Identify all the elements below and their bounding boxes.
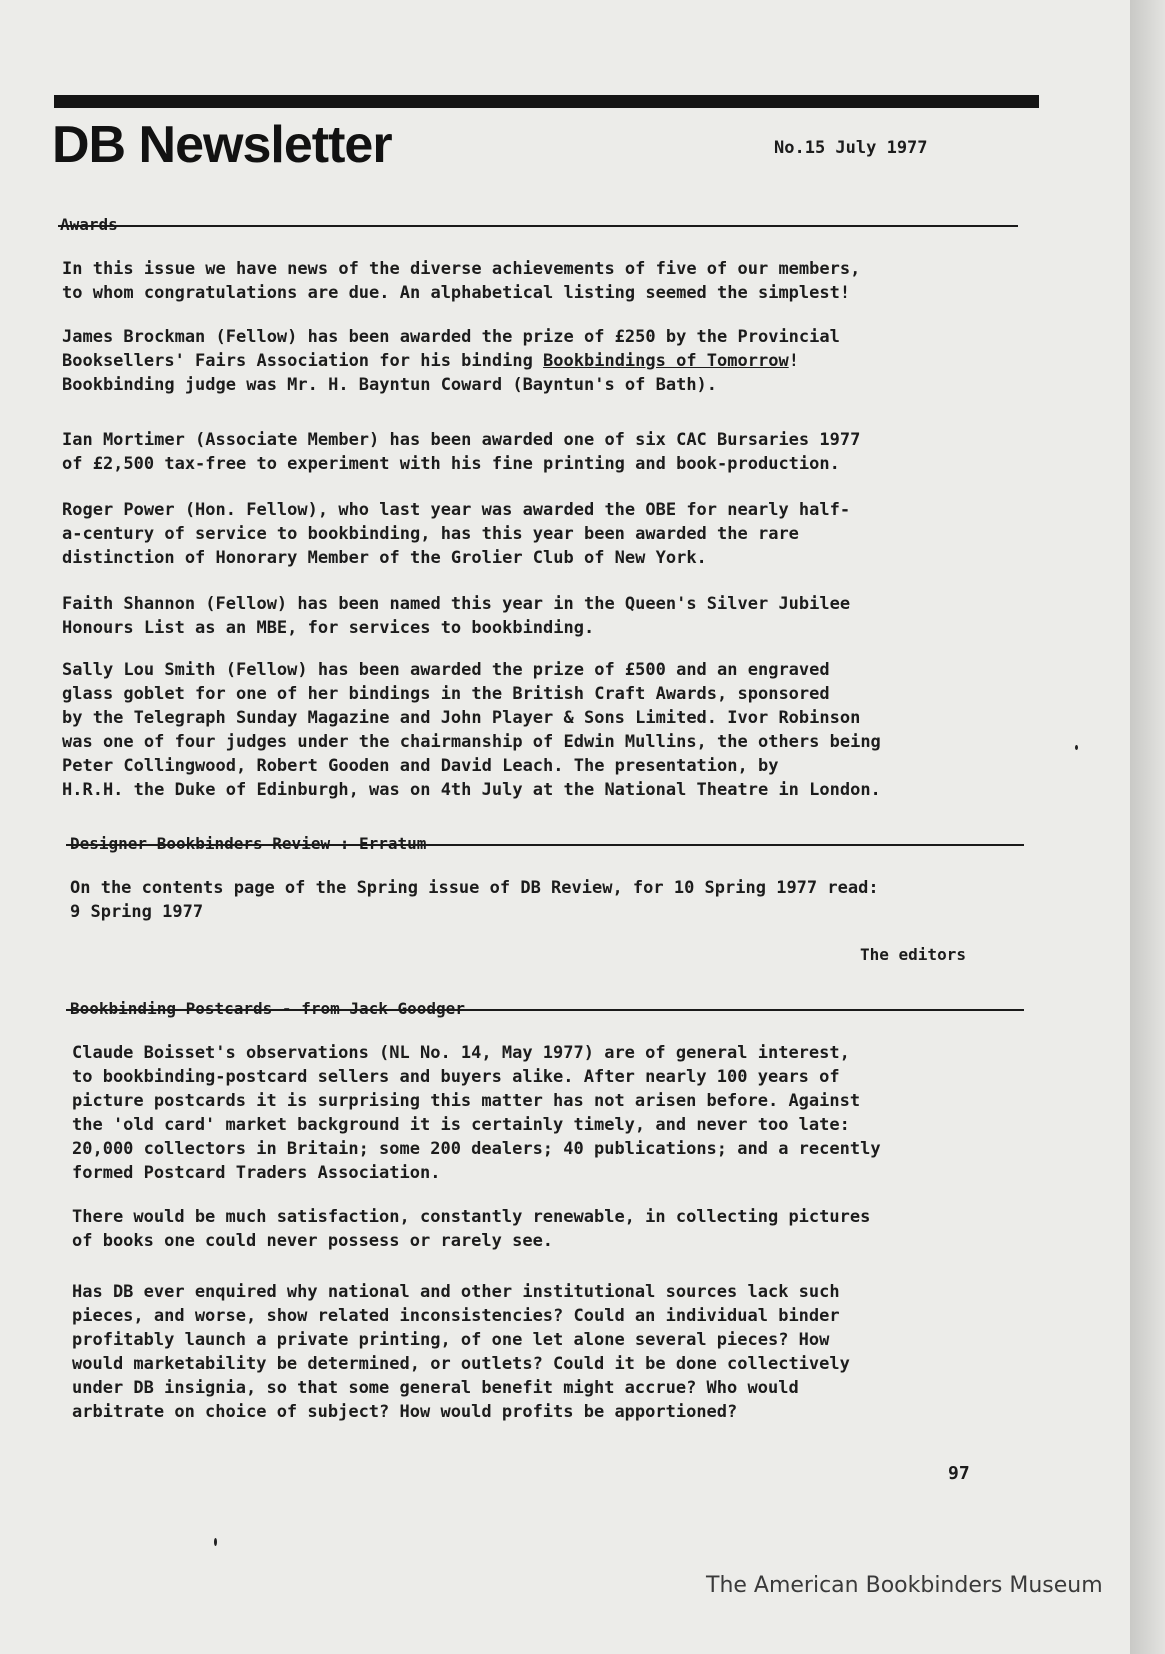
- awards-intro: In this issue we have news of the diverse achievements of five of our members, to whom congratulations are due. An alphabetical listing seemed the simplest!: [62, 259, 861, 303]
- award-mortimer: Ian Mortimer (Associate Member) has been awarded one of six CAC Bursaries 1977 of £2,500 tax-free to experiment with his fine printing and book-production.: [62, 430, 861, 474]
- erratum-body: On the contents page of the Spring issue of DB Review, for 10 Spring 1977 read: 9 Spring 1977: [70, 878, 879, 922]
- postcards-rule: [66, 1009, 1024, 1011]
- brockman-binding-title: Bookbindings of Tomorrow: [543, 351, 789, 371]
- award-shannon: Faith Shannon (Fellow) has been named this year in the Queen's Silver Jubilee Honours List as an MBE, for services to bookbinding.: [62, 594, 851, 638]
- postcards-paragraph-1: Claude Boisset's observations (NL No. 14, May 1977) are of general interest, to bookbinding-postcard sellers and buyers alike. After nearly 100 years of picture postcards it is surprising this matter has not arisen before. Against the 'old card' market background it is certainly timely, and never too late: 20,000 collectors in Britain; some 200 dealers; 40 publications; and a recently formed Postcard Traders Association.: [72, 1043, 881, 1183]
- erratum-rule: [66, 844, 1024, 846]
- paper-speck: [214, 1538, 217, 1546]
- brockman-text-b: ! Bookbinding judge was Mr. H. Bayntun Coward (Bayntun's of Bath).: [62, 351, 799, 395]
- page-number: 97: [948, 1463, 970, 1484]
- masthead-title: DB Newsletter: [52, 116, 392, 174]
- erratum-signoff: The editors: [860, 945, 966, 964]
- award-smith: Sally Lou Smith (Fellow) has been awarded the prize of £500 and an engraved glass goblet for one of her bindings in the British Craft Awards, sponsored by the Telegraph Sunday Magazine and John Player & Sons Limited. Ivor Robinson was one of four judges under the chairmanship of Edwin Mullins, the others being Peter Collingwood, Robert Gooden and David Leach. The presentation, by H.R.H. the Duke of Edinburgh, was on 4th July at the National Theatre in London.: [62, 660, 881, 800]
- postcards-paragraph-2: There would be much satisfaction, constantly renewable, in collecting pictures of books one could never possess or rarely see.: [72, 1207, 871, 1251]
- masthead-rule: [54, 95, 1039, 108]
- paper-speck: [1075, 745, 1078, 750]
- award-brockman: [62, 325, 840, 397]
- postcards-paragraph-3: Has DB ever enquired why national and other institutional sources lack such pieces, and worse, show related inconsistencies? Could an individual binder profitably launch a private printing, of one let alone several pieces? How would marketability be determined, or outlets? Could it be done collectively under DB insignia, so that some general benefit might accrue? Who would arbitrate on choice of subject? How would profits be apportioned?: [72, 1282, 850, 1422]
- awards-rule: [58, 225, 1018, 227]
- museum-watermark: The American Bookbinders Museum: [706, 1573, 1103, 1598]
- award-power: Roger Power (Hon. Fellow), who last year was awarded the OBE for nearly half- a-century of service to bookbinding, has this year been awarded the rare distinction of Honorary Member of the Grolier Club of New York.: [62, 500, 851, 568]
- issue-number: No.15 July 1977: [774, 138, 928, 158]
- page-edge-shadow: [1130, 0, 1165, 1654]
- brockman-text-a: James Brockman (Fellow) has been awarded the prize of £250 by the Provincial Booksellers' Fairs Association for his binding: [62, 327, 840, 371]
